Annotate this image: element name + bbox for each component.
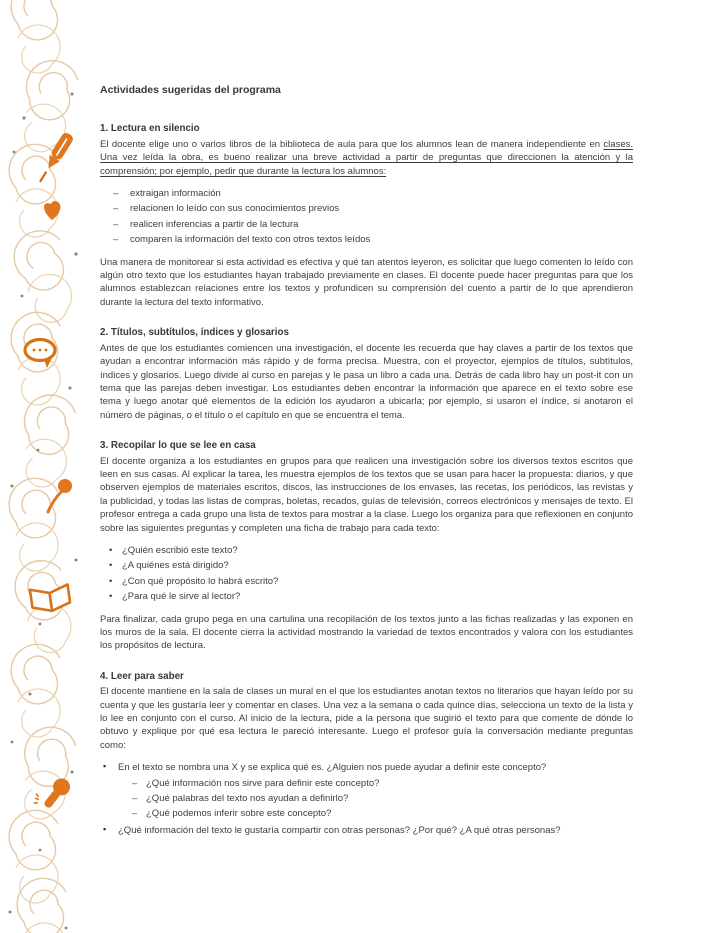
activity-3-question-list [100,544,633,604]
list-item: – relacionen lo leído con sus conocimientos previos [100,202,633,215]
activity-1-closing: Una manera de monitorear si esta actividad es efectiva y qué tan atentos leyeron, es solicitar que luego comenten lo leído con algún otro texto que los estudiantes hayan trabajado previamente en clases. El docente puede hacer preguntas para que los alumnos establezcan relaciones entre los textos y profundicen su comprensión del cuento a partir de lo que aprendieron durante la lectura del texto informativo. [100,256,633,308]
activity-3-heading: 3. Recopilar lo que se lee en casa [100,440,256,452]
content-column [100,84,633,840]
activity-2-titulos-subtitulos [100,326,633,422]
activity-1-bullet-list [100,187,633,247]
activity-3-closing: Para finalizar, cada grupo pega en una cartulina una recopilación de los textos junto a las fichas realizadas y las exponen en los muros de la sala. El docente cierra la actividad mostrando la variedad de textos encontrados y valora con los estudiantes los propósitos de lectura. [100,613,633,652]
list-item: – ¿Qué información nos sirve para definir este concepto? [118,777,633,790]
list-item: • ¿Quién escribió este texto? [100,544,633,557]
activity-2-heading: 2. Títulos, subtítulos, índices y glosarios [100,327,289,339]
activity-4-heading: 4. Leer para saber [100,670,184,682]
page-title: Actividades sugeridas del programa [100,84,281,96]
list-item: – ¿Qué palabras del texto nos ayudan a definirlo? [118,792,633,805]
speech-bubble-icon [25,340,55,369]
decorative-border [0,0,92,933]
activity-1-underlined-text: clases. Una vez leída la obra, es bueno realizar una breve actividad a partir de preguntas que direccionen la atención y la comprensión; por ejemplo, pedir que durante la lectura los alumnos: [100,138,633,177]
activity-2-body: Antes de que los estudiantes comiencen una investigación, el docente les recuerda que hay claves a partir de los textos que ayudan a encontrar información más rápido y de forma precisa. Muestra, con el proyector, ejemplos de títulos, subtítulos, índices y glosarios. Luego divide al curso en parejas y le pasa un libro a cada una. Detrás de cada libro hay un post-it con un tema que las parejas deben investigar. Los estudiantes deben encontrar la información que aparece en el texto sobre ese tema y luego anotar qué elementos de la edición los ayudaron a ubicarla; por ejemplo, si usaron el índice, si anotaron el número de páginas, o el título o el capítulo en que se encuentra el tema. [100,342,633,421]
ornament-dots [9,93,78,930]
list-item: – comparen la información del texto con otros textos leídos [100,233,633,246]
list-item: • ¿Con qué propósito lo habrá escrito? [100,575,633,588]
activity-3-recopilar-lectura-casa [100,439,633,653]
open-book-icon [30,584,71,613]
list-item: • ¿Para qué le sirve al lector? [100,590,633,603]
activity-4-question-list [100,761,633,837]
swirl-ornament [0,0,92,933]
microphone-icon [30,770,73,815]
list-item: ▪ ¿Qué información del texto le gustaría compartir con otras personas? ¿Por qué? ¿A qué otras personas? [100,824,633,837]
list-item: – realicen inferencias a partir de la lectura [100,218,633,231]
list-item [100,761,633,821]
activity-1-lectura-en-silencio [100,122,633,309]
activity-4-leer-para-saber [100,670,633,837]
activity-1-intro-text: El docente elige uno o varios libros de la biblioteca de aula para que los alumnos lean de manera independiente en [100,138,604,150]
activity-4-intro: El docente mantiene en la sala de clases un mural en el que los estudiantes anotan textos no literarios que hayan leído por su cuenta y que les gustaría leer y comentar en clases. Una vez a la semana o cada quince días, selecciona un texto de la lista y lo lee en conjunto con el curso. Al inicio de la lectura, pide a la persona que sugirió el texto para que comente de dónde lo obtuvo y explique por qué esa lectura le pareció interesante. Luego el profesor guía la conversación mediante preguntas como: [100,686,633,751]
list-item: – extraigan información [100,187,633,200]
heart-icon [44,201,61,220]
list-item: – ¿Qué podemos inferir sobre este concepto? [118,807,633,820]
list-item: • ¿A quiénes está dirigido? [100,559,633,572]
activity-1-heading: 1. Lectura en silencio [100,123,200,135]
activity-3-intro: El docente organiza a los estudiantes en grupos para que realicen una investigación sobre los diversos textos escritos que leen en sus casas. Al explicar la tarea, les muestra ejemplos de los textos que se usan para hacer la propuesta: diarios, y que observen ejemplos de materiales escritos, discos, las instrucciones de los envases, las recetas, los periódicos, las revistas y la publicidad, y todas las listas de compras, boletas, recados, guías de televisión, correos electrónicos y mensajes de texto. El profesor entrega a cada grupo una lista de textos para mostrar a la clase. Luego los organiza para que reflexionen en conjunto sobre las siguientes preguntas y completen una ficha de trabajo para cada texto: [100,455,633,534]
activity-4-main-question: En el texto se nombra una X y se explica qué es. ¿Alguien nos puede ayudar a definir este concepto? [118,762,547,774]
activity-4-sub-question-list [118,777,633,821]
activity-1-intro [100,138,633,178]
